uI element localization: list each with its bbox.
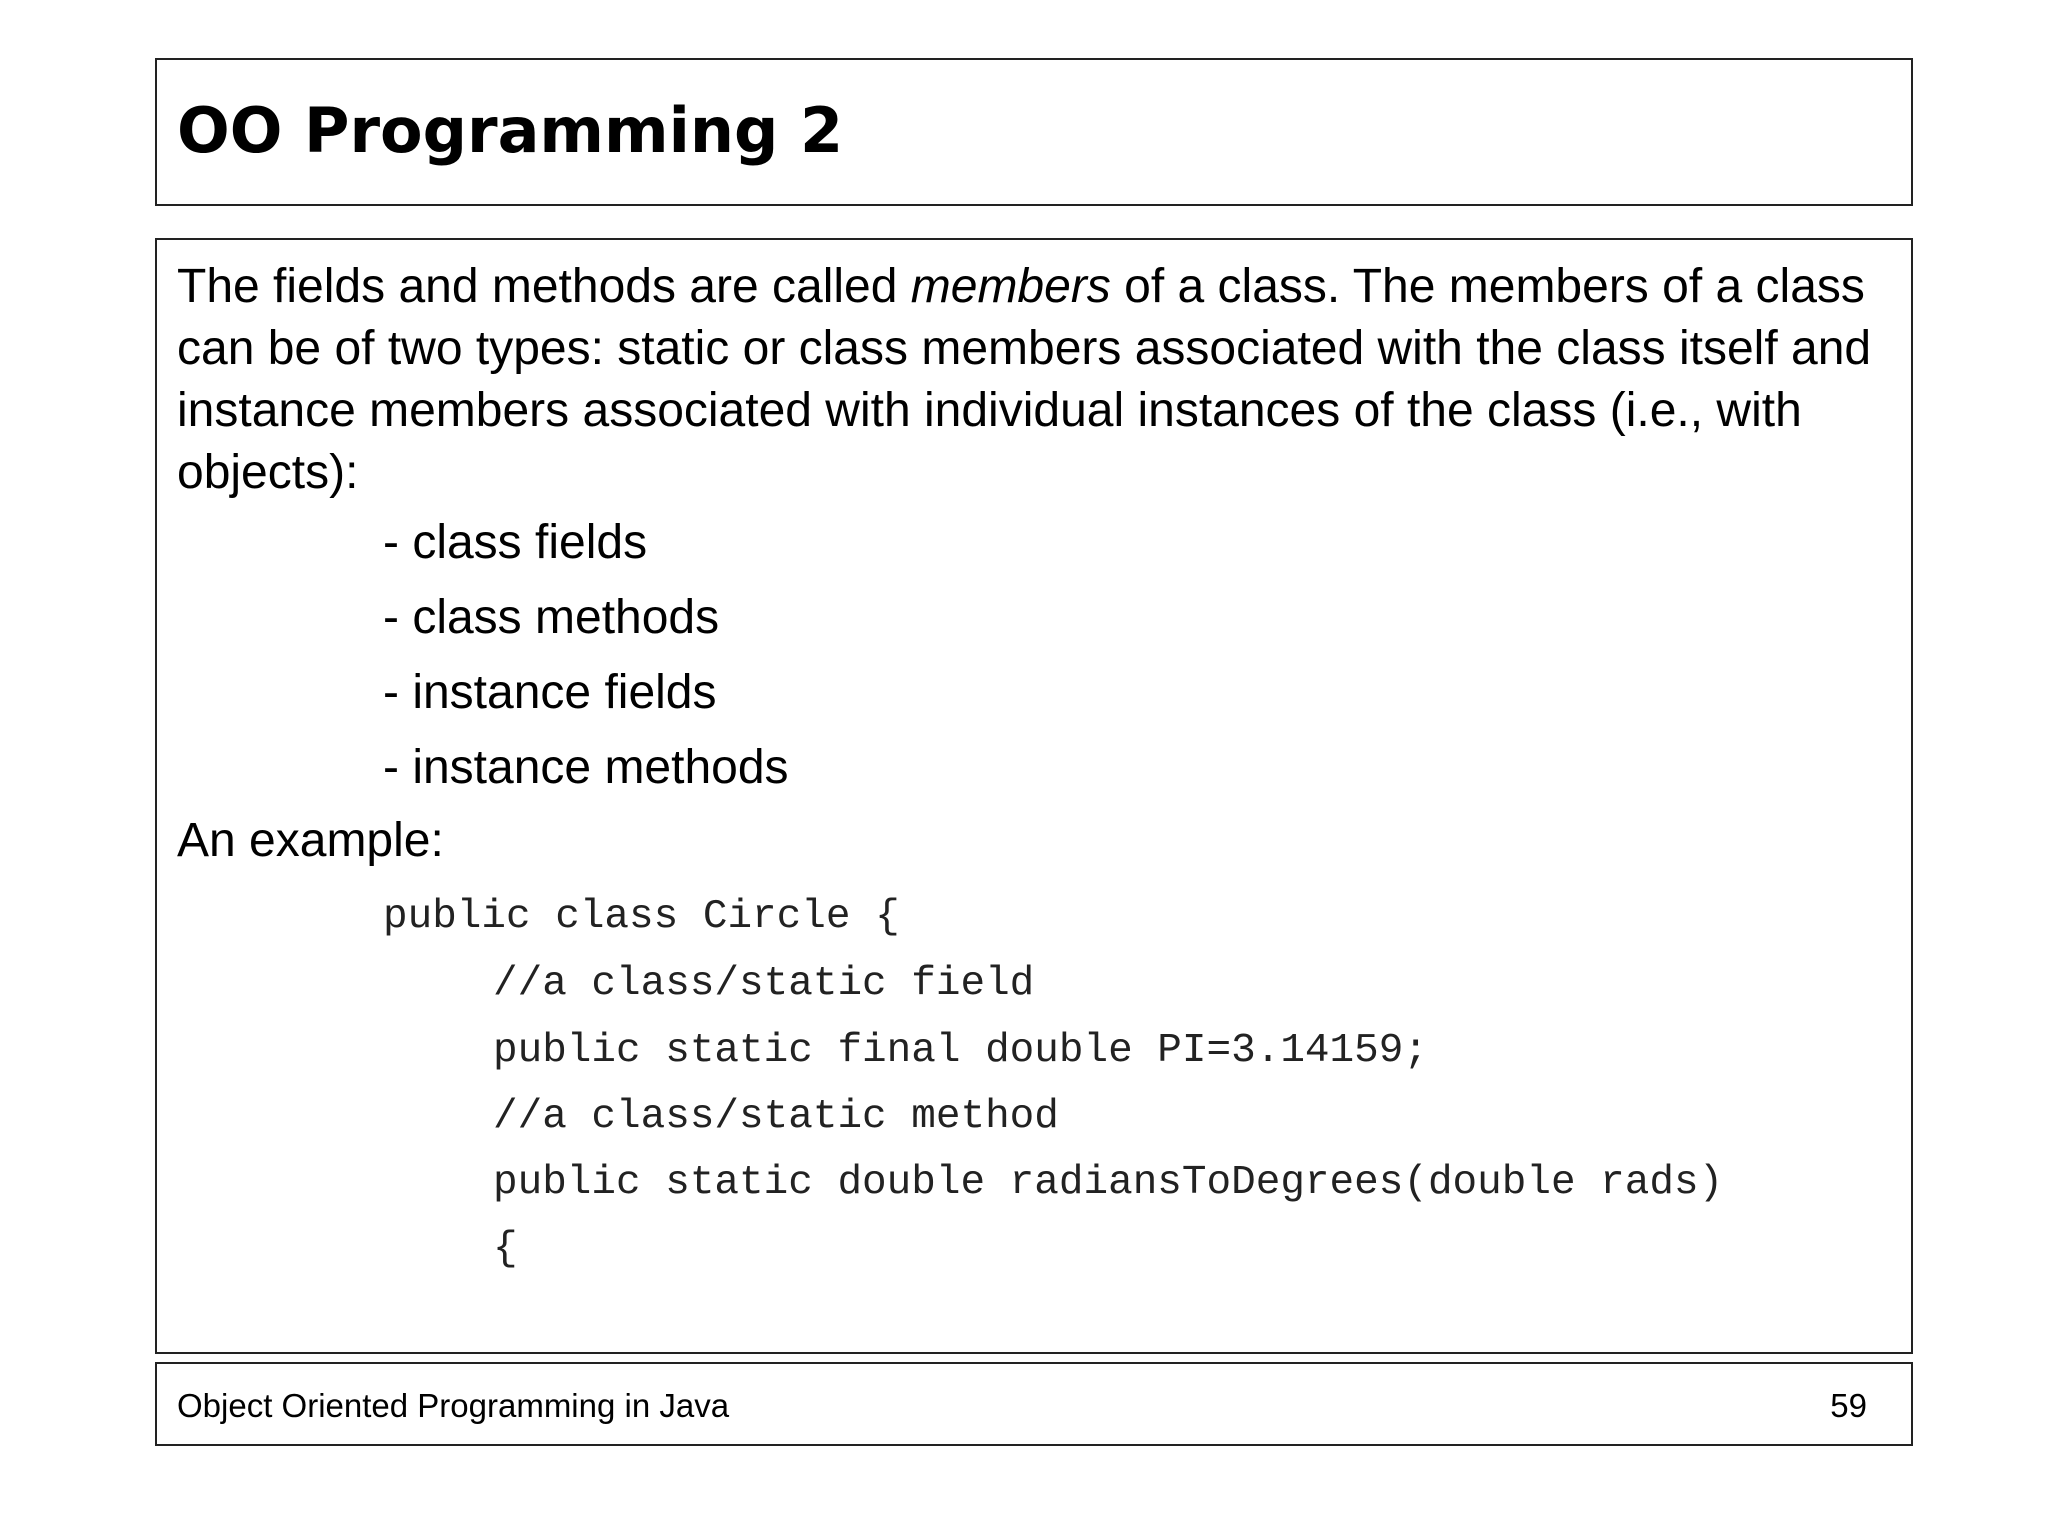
title-box <box>155 58 1913 206</box>
content-box <box>155 238 1913 1354</box>
intro-text-end: of a class. The members of a class can be of two types: static or class members associated with the class itself and instance members associated with individual instances of the class (i.e., with objects): <box>177 260 1872 499</box>
code-line-pi-field: public static final double PI=3.14159; <box>493 1028 1428 1074</box>
slide-title: OO Programming 2 <box>177 94 844 167</box>
members-emphasis: members <box>910 260 1111 313</box>
page-number: 59 <box>1830 1387 1867 1424</box>
code-line-method-signature: public static double radiansToDegrees(double rads) <box>493 1160 1724 1206</box>
intro-paragraph <box>177 256 1907 504</box>
example-label: An example: <box>177 814 444 867</box>
code-line-class-declaration: public class Circle { <box>383 894 900 940</box>
footer-course-title: Object Oriented Programming in Java <box>177 1387 730 1424</box>
code-line-open-brace: { <box>493 1226 518 1272</box>
bullet-instance-fields: - instance fields <box>383 666 717 719</box>
bullet-class-methods: - class methods <box>383 591 720 644</box>
footer-box <box>155 1362 1913 1446</box>
intro-text-start: The fields and methods are called <box>177 260 911 313</box>
bullet-class-fields: - class fields <box>383 516 648 569</box>
code-line-field-comment: //a class/static field <box>493 961 1035 1007</box>
code-line-method-comment: //a class/static method <box>493 1094 1059 1140</box>
bullet-instance-methods: - instance methods <box>383 741 789 794</box>
